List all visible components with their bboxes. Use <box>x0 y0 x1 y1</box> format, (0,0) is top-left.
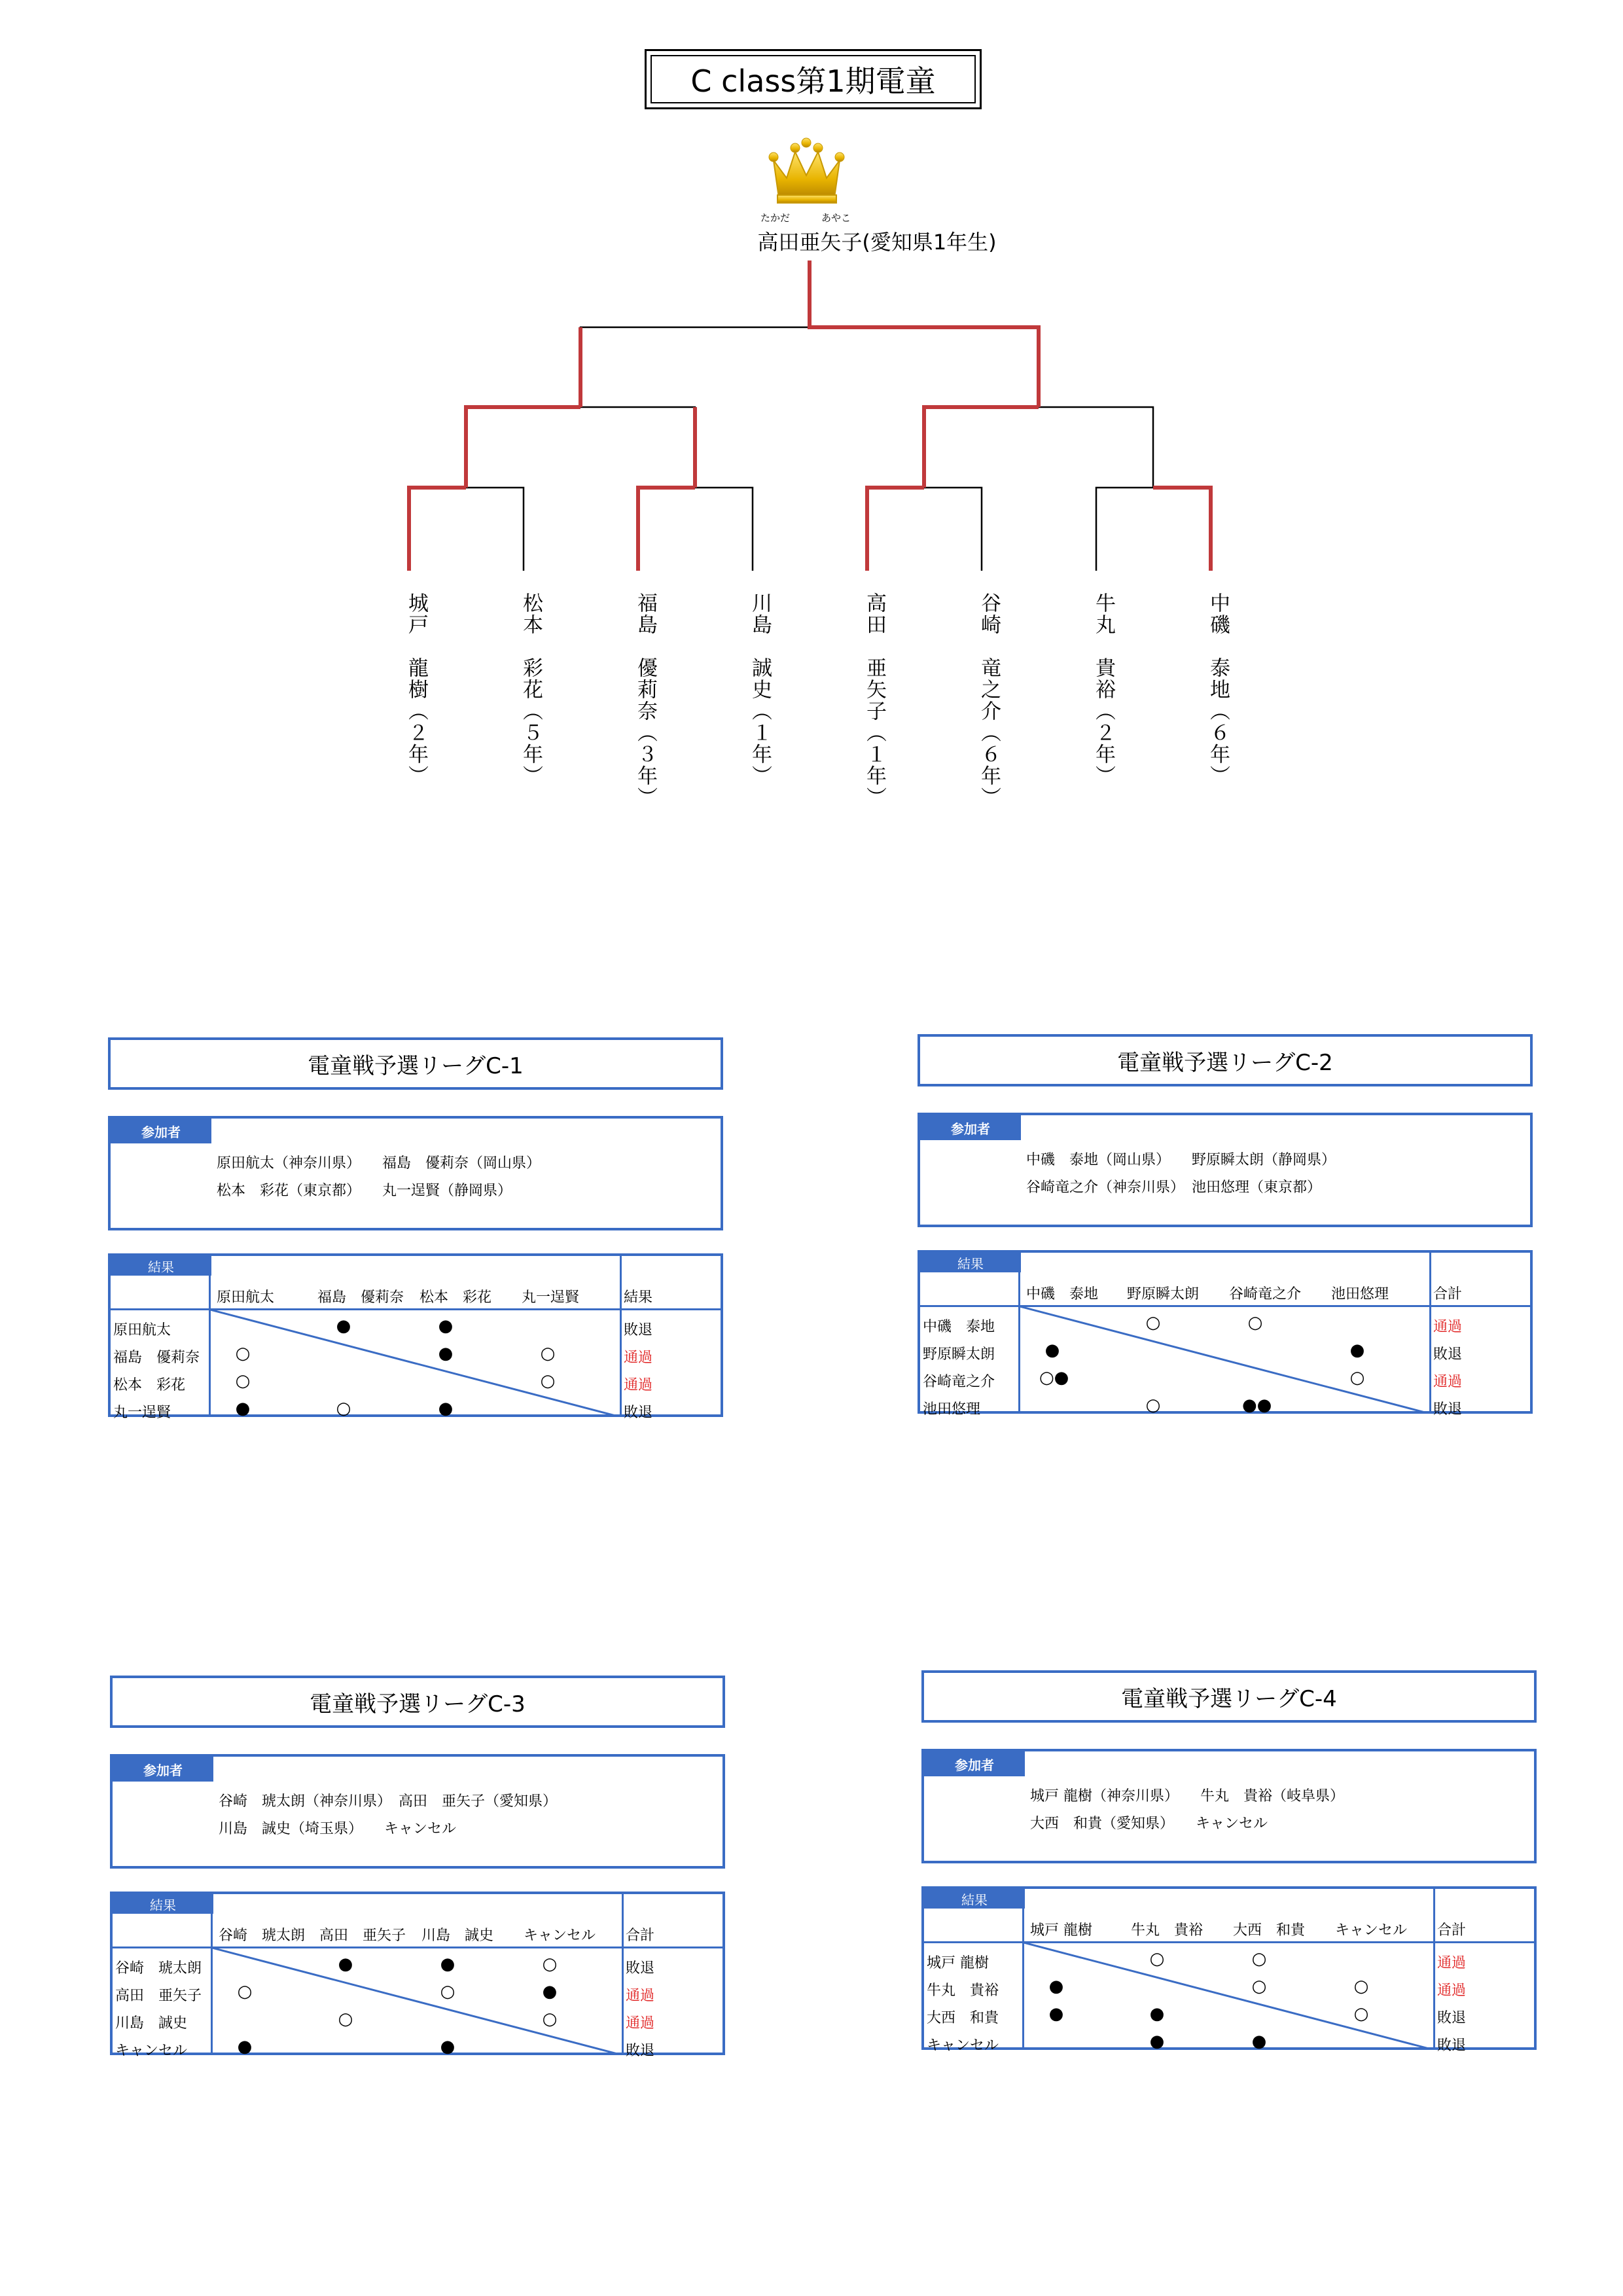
column-header: キャンセル <box>524 1928 596 1944</box>
participants-list <box>1026 1147 1336 1202</box>
row-header: 牛丸 貴裕 <box>927 1982 999 1999</box>
league-title: 電童戦予選リーグC-1 <box>108 1037 723 1090</box>
participants-line: 原田航太（神奈川県） 福島 優莉奈（岡山県） <box>217 1155 541 1172</box>
result-cell: ○ <box>1247 1313 1263 1333</box>
total-header: 合計 <box>1433 1286 1463 1302</box>
participants-list <box>217 1150 541 1205</box>
bracket-player-1: 城戸 龍樹（２年） <box>404 592 428 787</box>
result-cell: ○ <box>1145 1395 1161 1415</box>
column-header: 中磯 泰地 <box>1026 1286 1099 1302</box>
result-cell: ● <box>438 1316 454 1336</box>
result-cell: ● <box>438 1344 454 1363</box>
column-header: 福島 優莉奈 <box>317 1289 404 1306</box>
column-header: 丸一逞賢 <box>522 1289 580 1306</box>
column-header: 松本 彩花 <box>419 1289 492 1306</box>
column-header: 野原瞬太朗 <box>1127 1286 1200 1302</box>
row-header: 高田 亜矢子 <box>115 1988 202 2004</box>
column-header: 川島 誠史 <box>421 1928 494 1944</box>
participants-line: 中磯 泰地（岡山県） 野原瞬太朗（静岡県） <box>1026 1152 1336 1168</box>
result-cell: ○ <box>1145 1313 1161 1333</box>
result-cell: ○ <box>540 1344 556 1363</box>
result-status: 通過 <box>624 1377 653 1393</box>
result-cell: ○ <box>1349 1368 1365 1388</box>
league-title: 電童戦予選リーグC-3 <box>110 1676 725 1728</box>
results-table <box>108 1253 723 1421</box>
participants-box <box>921 1749 1537 1863</box>
result-cell: ○ <box>1353 1977 1369 1996</box>
result-cell: ● <box>542 1982 558 2001</box>
column-header: 高田 亜矢子 <box>319 1928 406 1944</box>
result-cell: ○ <box>540 1371 556 1391</box>
result-cell: ● <box>1044 1340 1060 1360</box>
column-header: 池田悠理 <box>1331 1286 1389 1302</box>
result-cell: ● <box>1349 1340 1365 1360</box>
result-status: 通過 <box>1433 1374 1463 1390</box>
participants-line: 城戸 龍樹（神奈川県） 牛丸 貴裕（岐阜県） <box>1030 1788 1344 1804</box>
row-header: 谷崎竜之介 <box>923 1374 995 1390</box>
result-status: 通過 <box>626 2015 655 2032</box>
result-cell: ○ <box>338 2009 353 2029</box>
participants-line: 谷崎竜之介（神奈川県） 池田悠理（東京都） <box>1026 1179 1322 1196</box>
result-status: 敗退 <box>626 1960 655 1977</box>
results-tag: 結果 <box>920 1253 1021 1272</box>
bracket-player-3: 福島 優莉奈（３年） <box>633 592 657 808</box>
result-cell: ○ <box>542 1954 558 1974</box>
row-header: 谷崎 琥太朗 <box>115 1960 202 1977</box>
result-cell: ○ <box>1251 1977 1267 1996</box>
result-cell: ● <box>1149 2032 1165 2051</box>
bracket-player-8: 中磯 泰地（６年） <box>1206 592 1230 787</box>
result-cell: ● <box>440 1954 455 1974</box>
column-header: 牛丸 貴裕 <box>1131 1922 1204 1939</box>
result-status: 敗退 <box>1433 1346 1463 1363</box>
bracket-player-2: 松本 彩花（５年） <box>519 592 543 787</box>
result-status: 敗退 <box>626 2043 655 2059</box>
result-cell: ○● <box>1039 1368 1069 1388</box>
column-header: キャンセル <box>1335 1922 1408 1939</box>
participants-line: 谷崎 琥太朗（神奈川県） 高田 亜矢子（愛知県） <box>219 1793 558 1810</box>
total-header: 合計 <box>1437 1922 1467 1939</box>
participants-box <box>110 1754 725 1869</box>
league-title: 電童戦予選リーグC-4 <box>921 1670 1537 1723</box>
result-cell: ○ <box>1149 1949 1165 1969</box>
bracket-player-6: 谷崎 竜之介（６年） <box>977 592 1001 808</box>
bracket-player-5: 高田 亜矢子（１年） <box>863 592 886 808</box>
column-header: 谷崎 琥太朗 <box>219 1928 306 1944</box>
result-status: 通過 <box>624 1350 653 1366</box>
participants-box <box>918 1113 1533 1227</box>
participants-line: 松本 彩花（東京都） 丸一逞賢（静岡県） <box>217 1183 512 1199</box>
row-header: 松本 彩花 <box>113 1377 186 1393</box>
result-status: 敗退 <box>1437 2010 1467 2026</box>
participants-tag: 参加者 <box>920 1115 1021 1140</box>
result-cell: ○ <box>237 1982 253 2001</box>
result-status: 通過 <box>1433 1319 1463 1335</box>
results-table <box>921 1886 1537 2054</box>
result-status: 敗退 <box>1433 1401 1463 1418</box>
results-table <box>918 1250 1533 1418</box>
participants-list <box>1030 1783 1344 1838</box>
result-cell: ○ <box>235 1371 251 1391</box>
row-header: 丸一逞賢 <box>113 1405 171 1421</box>
results-tag: 結果 <box>111 1256 211 1276</box>
row-header: キャンセル <box>927 2037 999 2054</box>
result-cell: ● <box>336 1316 351 1336</box>
result-cell: ● <box>1048 2004 1064 2024</box>
bracket-player-7: 牛丸 貴裕（２年） <box>1092 592 1115 787</box>
table-diagonal <box>1020 1306 1430 1414</box>
result-cell: ● <box>1048 1977 1064 1996</box>
result-status: 敗退 <box>1437 2037 1467 2054</box>
row-header: キャンセル <box>115 2043 188 2059</box>
page-title: C class第1期電童 <box>690 63 936 99</box>
participants-list <box>219 1788 557 1843</box>
row-header: 原田航太 <box>113 1322 171 1338</box>
row-header: 野原瞬太朗 <box>923 1346 995 1363</box>
result-cell: ● <box>1149 2004 1165 2024</box>
row-header: 川島 誠史 <box>115 2015 188 2032</box>
total-header: 合計 <box>626 1928 655 1944</box>
tournament-bracket <box>0 0 1623 589</box>
result-cell: ● <box>440 2037 455 2056</box>
participants-tag: 参加者 <box>113 1757 213 1782</box>
result-cell: ○ <box>336 1399 351 1418</box>
participants-line: 大西 和貴（愛知県） キャンセル <box>1030 1816 1268 1832</box>
champion-name: 高田亜矢子(愛知県1年生) <box>757 230 997 255</box>
result-cell: ○ <box>235 1344 251 1363</box>
column-header: 原田航太 <box>217 1289 275 1306</box>
champion-ruby-given: あやこ <box>821 212 851 224</box>
result-status: 通過 <box>1437 1955 1467 1971</box>
result-status: 敗退 <box>624 1405 653 1421</box>
row-header: 池田悠理 <box>923 1401 981 1418</box>
row-header: 福島 優莉奈 <box>113 1350 200 1366</box>
participants-tag: 参加者 <box>111 1119 211 1143</box>
result-cell: ● <box>237 2037 253 2056</box>
result-status: 通過 <box>626 1988 655 2004</box>
table-diagonal <box>210 1310 620 1417</box>
result-cell: ○ <box>440 1982 455 2001</box>
results-tag: 結果 <box>924 1889 1025 1909</box>
result-status: 通過 <box>1437 1982 1467 1999</box>
result-status: 敗退 <box>624 1322 653 1338</box>
result-cell: ● <box>235 1399 251 1418</box>
result-cell: ●● <box>1242 1395 1272 1415</box>
participants-tag: 参加者 <box>924 1751 1025 1776</box>
column-header: 谷崎竜之介 <box>1229 1286 1302 1302</box>
row-header: 大西 和貴 <box>927 2010 999 2026</box>
results-table <box>110 1892 725 2059</box>
participants-box <box>108 1116 723 1230</box>
table-diagonal <box>1024 1943 1434 2050</box>
league-title: 電童戦予選リーグC-2 <box>918 1034 1533 1086</box>
row-header: 中磯 泰地 <box>923 1319 995 1335</box>
participants-line: 川島 誠史（埼玉県） キャンセル <box>219 1821 457 1837</box>
result-cell: ● <box>438 1399 454 1418</box>
result-cell: ○ <box>1353 2004 1369 2024</box>
results-tag: 結果 <box>113 1894 213 1914</box>
result-cell: ○ <box>542 2009 558 2029</box>
row-header: 城戸 龍樹 <box>927 1955 989 1971</box>
result-cell: ● <box>338 1954 353 1974</box>
result-cell: ● <box>1251 2032 1267 2051</box>
total-header: 結果 <box>624 1289 653 1306</box>
column-header: 大西 和貴 <box>1233 1922 1306 1939</box>
bracket-player-4: 川島 誠史（１年） <box>748 592 772 787</box>
champion-ruby-family: たかだ <box>760 212 791 224</box>
column-header: 城戸 龍樹 <box>1030 1922 1092 1939</box>
result-cell: ○ <box>1251 1949 1267 1969</box>
